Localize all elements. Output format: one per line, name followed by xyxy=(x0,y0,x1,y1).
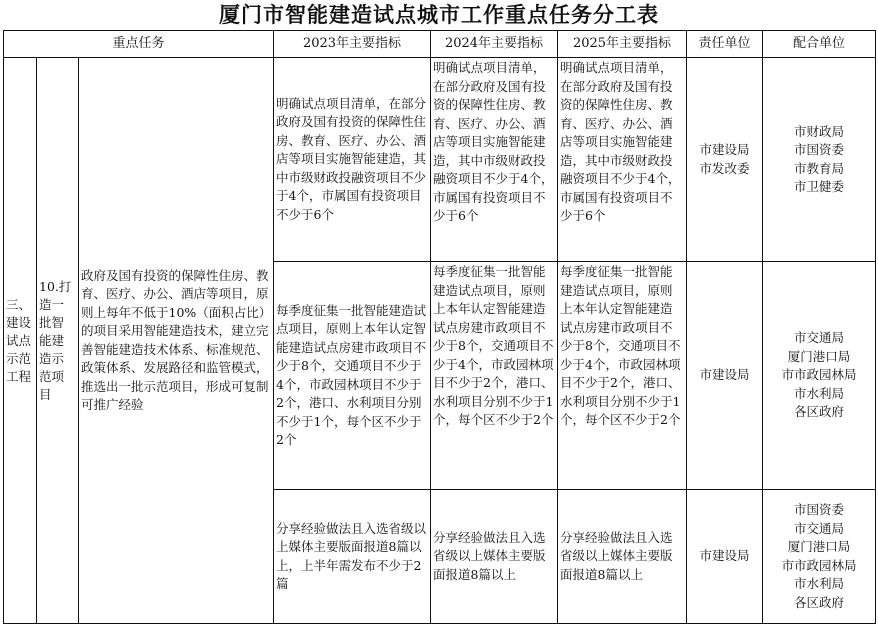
header-task: 重点任务 xyxy=(4,31,274,58)
header-cooperating: 配合单位 xyxy=(763,31,876,58)
row2-2023: 每季度征集一批智能建造试点项目，原则上本年认定智能建造试点房建市政项目不少于8个，交通项目不少于4个，市政园林项目不少于2个，港口、水利项目分别不少于1个，每个区不少于2个 xyxy=(274,262,431,490)
category-cell: 三、建设试点示范工程 xyxy=(4,58,37,624)
row3-2025: 分享经验做法且入选省级以上媒体主要版面报道8篇以上 xyxy=(558,490,687,624)
row2-cooperating: 市交通局 厦门港口局 市市政园林局 市水利局 各区政府 xyxy=(763,262,876,490)
row3-2023: 分享经验做法且入选省级以上媒体主要版面报道8篇以上，上半年需发布不少于2篇 xyxy=(274,490,431,624)
header-2025: 2025年主要指标 xyxy=(558,31,687,58)
description-cell: 政府及国有投资的保障性住房、教育、医疗、办公、酒店等项目，原则上每年不低于10%（面积占比）的项目采用智能建造技术，建立完善智能建造技术体系、标准规范、政策体系、发展路径和监管模式，推选出一批示范项目，形成可复制可推广经验 xyxy=(79,58,274,624)
page-title: 厦门市智能建造试点城市工作重点任务分工表 xyxy=(219,2,659,27)
row1-responsible: 市建设局 市发改委 xyxy=(687,58,763,262)
row3-responsible: 市建设局 xyxy=(687,490,763,624)
row1-2025: 明确试点项目清单，在部分政府及国有投资的保障性住房、教育、医疗、办公、酒店等项目实施智能建造，其中市级财政投融资项目不少于4个，市属国有投资项目不少于6个 xyxy=(558,58,687,262)
header-row xyxy=(4,31,876,58)
row1-cooperating: 市财政局 市国资委 市教育局 市卫健委 xyxy=(763,58,876,262)
task-table xyxy=(3,30,876,624)
row3-cooperating: 市国资委 市交通局 厦门港口局 市市政园林局 市水利局 各区政府 xyxy=(763,490,876,624)
row3-2024: 分享经验做法且入选省级以上媒体主要版面报道8篇以上 xyxy=(431,490,558,624)
row1-2023: 明确试点项目清单，在部分政府及国有投资的保障性住房、教育、医疗、办公、酒店等项目实施智能建造，其中市级财政投融资项目不少于4个，市属国有投资项目不少于6个 xyxy=(274,58,431,262)
header-2024: 2024年主要指标 xyxy=(431,31,558,58)
row2-2024: 每季度征集一批智能建造试点项目，原则上本年认定智能建造试点房建市政项目不少于8个，交通项目不少于4个，市政园林项目不少于2个，港口、水利项目分别不少于1个，每个区不少于2个 xyxy=(431,262,558,490)
item-cell: 10.打造一批智能建造示范项目 xyxy=(37,58,79,624)
header-2023: 2023年主要指标 xyxy=(274,31,431,58)
header-responsible: 责任单位 xyxy=(687,31,763,58)
row2-2025: 每季度征集一批智能建造试点项目，原则上本年认定智能建造试点房建市政项目不少于8个，交通项目不少于4个，市政园林项目不少于2个，港口、水利项目分别不少于1个，每个区不少于2个 xyxy=(558,262,687,490)
row2-responsible: 市建设局 xyxy=(687,262,763,490)
table-row xyxy=(4,58,876,262)
row1-2024: 明确试点项目清单，在部分政府及国有投资的保障性住房、教育、医疗、办公、酒店等项目实施智能建造，其中市级财政投融资项目不少于4个，市属国有投资项目不少于6个 xyxy=(431,58,558,262)
